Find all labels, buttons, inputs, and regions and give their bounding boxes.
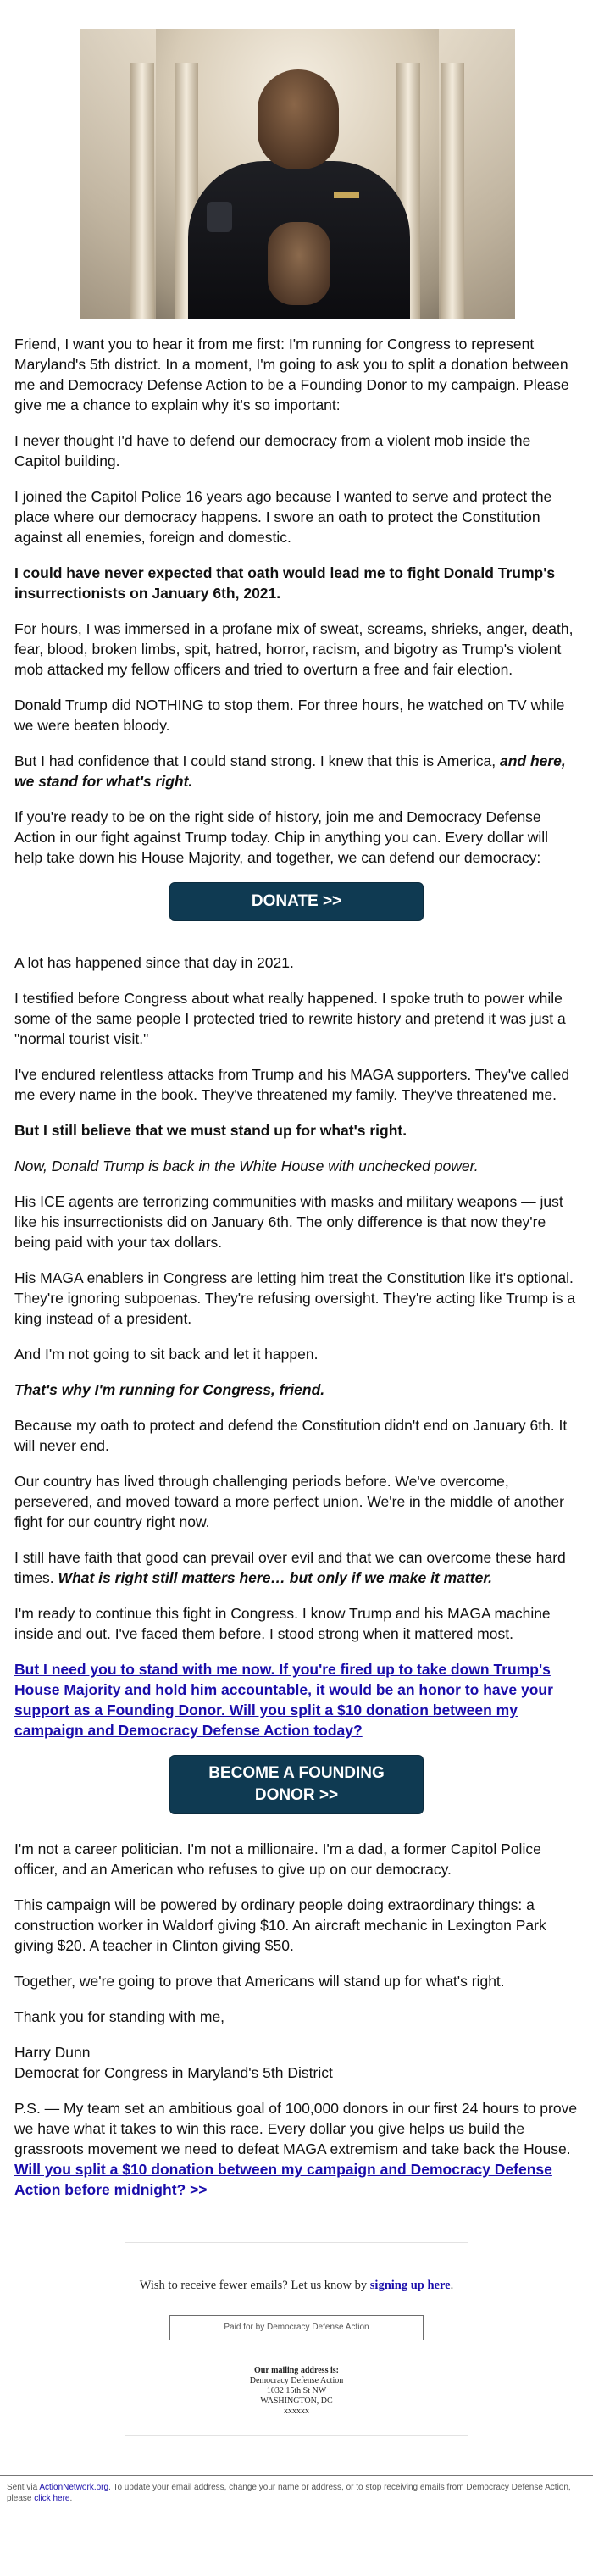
paragraph-intro: Friend, I want you to hear it from me first: I'm running for Congress to represent Maryland's 5th district. In a moment, I'm going to ask you to split a donation between me and Democracy Defense Action to be a Founding Donor to my campaign. Please give me a chance to explain why it's so important: bbox=[14, 336, 569, 414]
click-here-link[interactable]: click here bbox=[34, 2494, 70, 2503]
fewer-emails-end: . bbox=[450, 2279, 454, 2292]
paragraph: Our country has lived through challenging periods before. We've overcome, persevered, and moved toward a more perfect union. We're in the middle of another fight for our country right now. bbox=[14, 1473, 564, 1530]
paragraph: Donald Trump did NOTHING to stop them. For three hours, he watched on TV while we were beaten bloody. bbox=[14, 697, 565, 734]
paragraph: This campaign will be powered by ordinary people doing extraordinary things: a construction worker in Waldorf giving $10. An aircraft mechanic in Lexington Park giving $20. A teacher in Clinton giving $50. bbox=[14, 1896, 546, 1954]
divider bbox=[125, 2435, 468, 2436]
paragraph: I've endured relentless attacks from Trump and his MAGA supporters. They've called me every name in the book. They've threatened my family. They've threatened me. bbox=[14, 1066, 570, 1103]
mailing-label: Our mailing address is: bbox=[254, 2366, 339, 2375]
sent-end: . bbox=[69, 2494, 73, 2503]
paragraph: Because my oath to protect and defend the Constitution didn't end on January 6th. It will never end. bbox=[14, 1417, 568, 1454]
sent-via-text: Sent via bbox=[7, 2483, 40, 2492]
fewer-emails-line bbox=[0, 2279, 593, 2293]
paragraph: Thank you for standing with me, bbox=[14, 2008, 225, 2025]
postscript bbox=[14, 2098, 579, 2200]
address-line: WASHINGTON, DC bbox=[260, 2396, 333, 2406]
divider bbox=[125, 2242, 468, 2243]
paragraph-italic: Now, Donald Trump is back in the White House with unchecked power. bbox=[14, 1158, 479, 1174]
founding-donor-link[interactable]: But I need you to stand with me now. If you're fired up to take down Trump's House Majority and hold him accountable, it would be an honor to have your support as a Founding Donor. Will you split a $10 donation between my campaign and Democracy Defense Action today? bbox=[14, 1661, 553, 1739]
paragraph-emphasis: What is right still matters here… but only if we make it matter. bbox=[58, 1569, 493, 1586]
paragraph-emphasis: and here, we stand for what's right. bbox=[14, 752, 566, 790]
postscript-donate-link[interactable]: Will you split a $10 donation between my campaign and Democracy Defense Action before midnight? >> bbox=[14, 2161, 552, 2198]
fewer-emails-text: Wish to receive fewer emails? Let us know by bbox=[139, 2279, 370, 2292]
founding-donor-button[interactable] bbox=[170, 1756, 423, 1813]
signature-name: Harry Dunn bbox=[14, 2044, 91, 2061]
signature-title: Democrat for Congress in Maryland's 5th District bbox=[14, 2064, 333, 2081]
unsubscribe-text: . To update your email address, change your name or address, or to stop receiving emails from Democracy Defense Action, please bbox=[7, 2483, 571, 2503]
address-line: xxxxxx bbox=[284, 2407, 309, 2416]
paragraph-bold: But I still believe that we must stand up for what's right. bbox=[14, 1122, 407, 1139]
paragraph bbox=[14, 751, 579, 791]
postscript-text: P.S. — My team set an ambitious goal of 100,000 donors in our first 24 hours to prove we have what it takes to win this race. Every dollar you give helps us build the grassroots movement we need to defeat MAGA extremism and take back the House. bbox=[14, 2100, 578, 2157]
paragraph-emphasis: That's why I'm running for Congress, friend. bbox=[14, 1381, 325, 1398]
paragraph: If you're ready to be on the right side of history, join me and Democracy Defense Action in our fight against Trump today. Chip in anything you can. Every dollar will help take down his House Majority, and together, we can defend our democracy: bbox=[14, 808, 548, 866]
founding-donor-button-label: DONOR >> bbox=[254, 1786, 339, 1804]
donate-button[interactable]: DONATE >> bbox=[170, 883, 423, 920]
paragraph-bold: I could have never expected that oath would lead me to fight Donald Trump's insurrectionists on January 6th, 2021. bbox=[14, 564, 556, 602]
founding-donor-button-label: BECOME A FOUNDING bbox=[208, 1764, 385, 1782]
action-network-link[interactable]: ActionNetwork.org bbox=[39, 2483, 109, 2492]
paragraph: Together, we're going to prove that Americans will stand up for what's right. bbox=[14, 1973, 505, 1990]
paragraph: I joined the Capitol Police 16 years ago because I wanted to serve and protect the place where our democracy happens. I swore an oath to protect the Constitution against all enemies, foreign and domestic. bbox=[14, 488, 552, 546]
paragraph: I'm ready to continue this fight in Congress. I know Trump and his MAGA machine inside and out. I've faced them before. I stood strong when it mattered most. bbox=[14, 1605, 551, 1642]
fewer-emails-link[interactable]: signing up here bbox=[369, 2279, 451, 2292]
action-network-footer bbox=[0, 2475, 593, 2504]
paragraph: A lot has happened since that day in 2021. bbox=[14, 954, 294, 971]
paid-for-disclaimer: Paid for by Democracy Defense Action bbox=[169, 2315, 424, 2340]
email-body bbox=[0, 29, 593, 2504]
paragraph: His ICE agents are terrorizing communities with masks and military weapons — just like his insurrectionists did on January 6th. The only difference is that now they're being paid with your tax dollars. bbox=[14, 1193, 563, 1251]
hero-photo bbox=[80, 29, 515, 319]
paragraph: For hours, I was immersed in a profane mix of sweat, screams, shrieks, anger, death, fear, blood, broken limbs, spit, hatred, horror, racism, and bigotry as Trump's violent mob attacked my fellow officers and tried to overturn a free and fair election. bbox=[14, 620, 574, 678]
paragraph: And I'm not going to sit back and let it happen. bbox=[14, 1346, 319, 1363]
paragraph bbox=[14, 1659, 579, 1740]
paragraph: I never thought I'd have to defend our democracy from a violent mob inside the Capitol building. bbox=[14, 432, 531, 469]
paragraph: I testified before Congress about what really happened. I spoke truth to power while some of the same people I protected tried to rewrite history and pretend it was just a "normal tourist visit." bbox=[14, 990, 566, 1047]
paragraph-text: I still have faith that good can prevail over evil and that we can overcome these hard times. bbox=[14, 1549, 566, 1586]
paragraph: I'm not a career politician. I'm not a millionaire. I'm a dad, a former Capitol Police officer, and an American who refuses to give up on our democracy. bbox=[14, 1840, 541, 1878]
paragraph bbox=[14, 1547, 579, 1588]
mailing-address bbox=[0, 2366, 593, 2417]
message-content bbox=[0, 334, 593, 2200]
address-line: 1032 15th St NW bbox=[266, 2386, 327, 2396]
paragraph-text: But I had confidence that I could stand strong. I knew that this is America, bbox=[14, 752, 500, 769]
paragraph: His MAGA enablers in Congress are letting him treat the Constitution like it's optional. They're ignoring subpoenas. They're refusing oversight. They're acting like Trump is a king instead of a president. bbox=[14, 1269, 576, 1327]
address-line: Democracy Defense Action bbox=[249, 2376, 344, 2385]
